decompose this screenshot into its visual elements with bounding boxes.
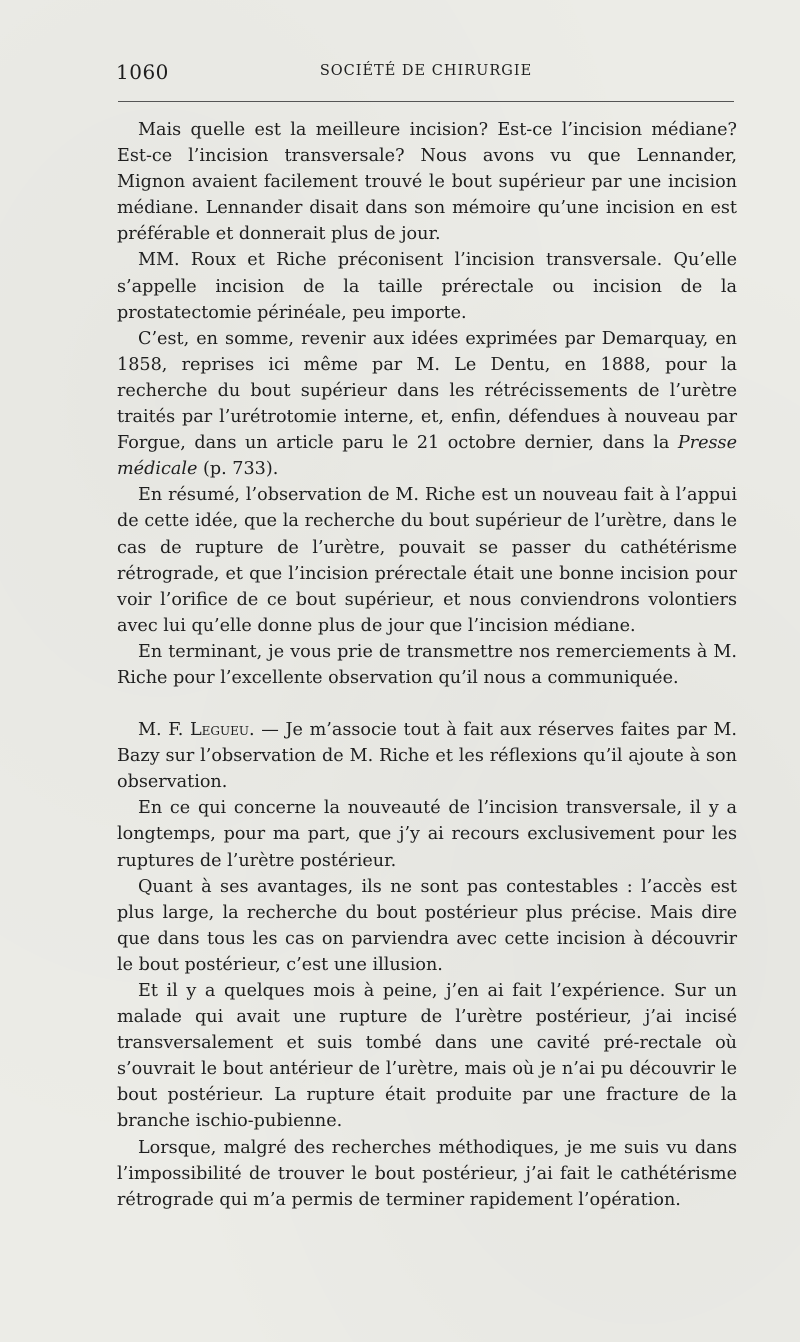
paragraph-text: (p. 733). (197, 459, 279, 480)
paragraph: MM. Roux et Riche préconisent l’incision transversale. Qu’elle s’appelle incision de la taille prérectale ou incision de la prostatectomie périnéale, peu importe. (117, 250, 737, 323)
speaker-name: Legueu (189, 720, 249, 741)
paragraph: Quant à ses avantages, ils ne sont pas contestables : l’accès est plus large, la recherche du bout postérieur plus précise. Mais dire que dans tous les cas on parviendra avec cette incision à découvrir le bout postérieur, c’est une illusion. (117, 876, 737, 975)
speaker-prefix: M. F. (138, 720, 190, 741)
page-number: 1060 (116, 60, 169, 84)
paragraph: En ce qui concerne la nouveauté de l’incision transversale, il y a longtemps, pour ma part, que j’y ai recours exclusivement pour les ruptures de l’urètre postérieur. (117, 798, 737, 871)
header-rule (118, 101, 734, 102)
running-title: SOCIÉTÉ DE CHIRURGIE (319, 63, 533, 79)
paragraph-text: . — Je m’associe tout à fait aux réserves faites par M. Bazy sur l’observation de M. Riche et les réflexions qu’il ajoute à son observation. (117, 720, 737, 793)
body-text (117, 117, 737, 1213)
paragraph: Et il y a quelques mois à peine, j’en ai fait l’expérience. Sur un malade qui avait une rupture de l’urètre postérieur, j’ai incisé transversalement et suis tombé dans une cavité pré-rectale où s’ouvrait le bout antérieur de l’urètre, mais où je n’ai pu découvrir le bout postérieur. La rupture était produite par une fracture de la branche ischio-pubienne. (117, 981, 737, 1132)
paragraph-text: C’est, en somme, revenir aux idées exprimées par Demarquay, en 1858, reprises ici même par M. Le Dentu, en 1888, pour la recherche du bout supérieur dans les rétrécissements de l’urètre traités par l’urétrotomie interne, et, enfin, défendues à nouveau par Forgue, dans un article paru le 21 octobre dernier, dans la (117, 328, 737, 454)
journal-title: Presse médicale (117, 433, 737, 480)
page-header (116, 60, 736, 86)
paragraph: En résumé, l’observation de M. Riche est un nouveau fait à l’appui de cette idée, que la recherche du bout supérieur de l’urètre, dans le cas de rupture de l’urètre, pouvait se passer du cathétérisme rétrograde, et que l’incision prérectale était une bonne incision pour voir l’orifice de ce bout supérieur, et nous conviendrons volontiers avec lui qu’elle donne plus de jour que l’incision médiane. (117, 485, 737, 636)
paragraph (117, 326, 737, 483)
paragraph: En terminant, je vous prie de transmettre nos remerciements à M. Riche pour l’excellente observation qu’il nous a communiquée. (117, 641, 737, 688)
paragraph: Lorsque, malgré des recherches méthodiques, je me suis vu dans l’impossibilité de trouver le bout postérieur, j’ai fait le cathétérisme rétrograde qui m’a permis de terminer rapidement l’opération. (117, 1137, 737, 1210)
paragraph: Mais quelle est la meilleure incision? Est-ce l’incision médiane? Est-ce l’incision transversale? Nous avons vu que Lennander, Mignon avaient facilement trouvé le bout supérieur par une incision médiane. Lennander disait dans son mémoire qu’une incision en est préférable et donnerait plus de jour. (117, 120, 737, 245)
speaker-paragraph (117, 717, 737, 795)
